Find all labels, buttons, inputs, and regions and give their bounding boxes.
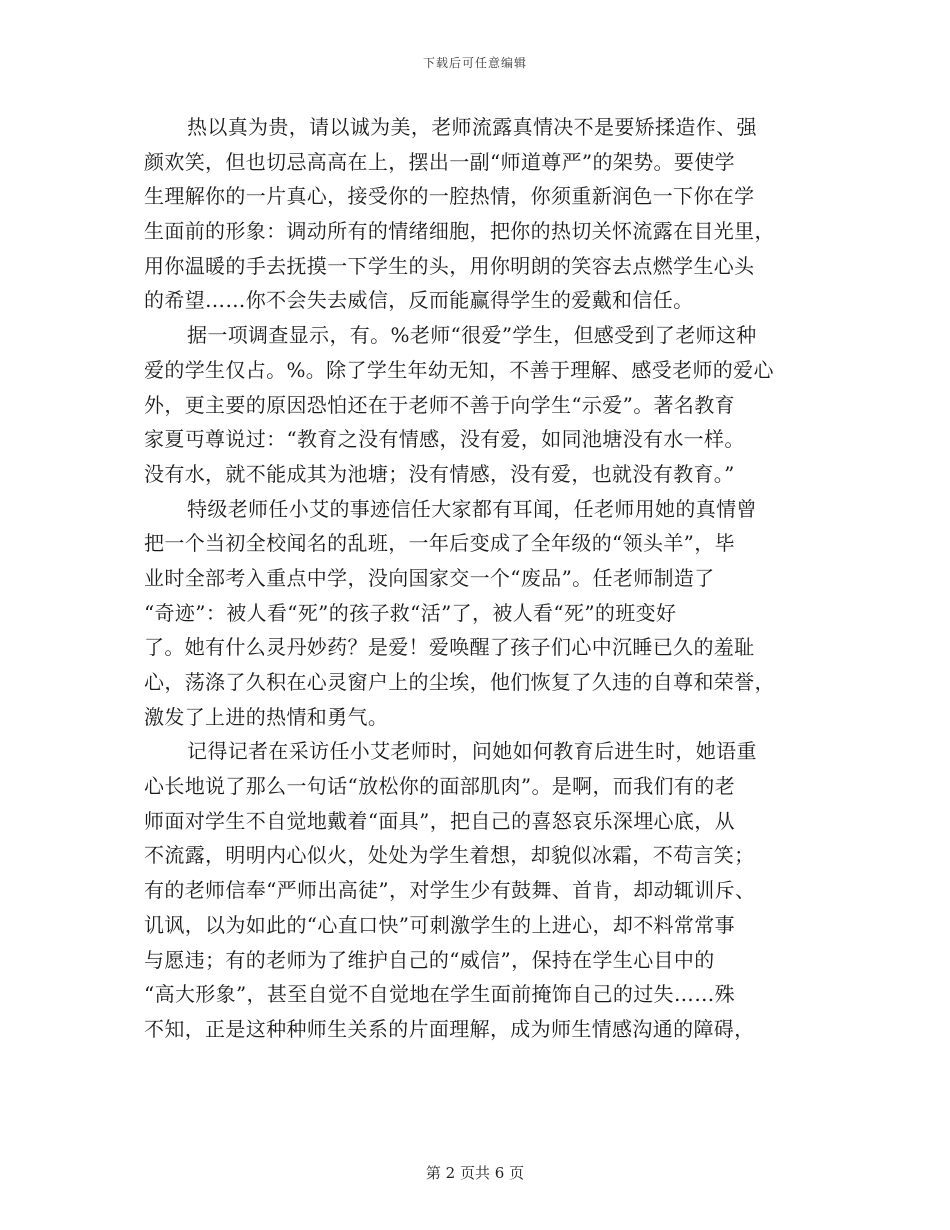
- text-line: 生面前的形象：调动所有的情绪细胞，把你的热切关怀流露在目光里，: [144, 219, 775, 244]
- text-line: 的希望……你不会失去威信，反而能赢得学生的爱戴和信任。: [144, 288, 694, 313]
- text-line: 心，荡涤了久积在心灵窗户上的尘埃，他们恢复了久违的自尊和荣誉，: [144, 670, 775, 694]
- text-line: 把一个当初全校闻名的乱班，一年后变成了全年级的“领头羊”，毕: [144, 531, 735, 556]
- text-line: 家夏丏尊说过：“教育之没有情感，没有爱，如同池塘没有水一样。: [144, 427, 745, 452]
- text-line: “高大形象”，甚至自觉不自觉地在学生面前掩饰自己的过失……殊: [144, 982, 735, 1007]
- text-line: 没有水，就不能成其为池塘；没有情感，没有爱，也就没有教育。”: [144, 461, 735, 486]
- text-line: 讥讽，以为如此的“心直口快”可刺激学生的上进心，却不料常常事: [144, 912, 735, 937]
- text-line: 激发了上进的热情和勇气。: [144, 704, 389, 729]
- page-number: 第 2 页共 6 页: [425, 1164, 525, 1182]
- document-body: [144, 110, 808, 1047]
- text-line: 热以真为贵，请以诚为美，老师流露真情决不是要矫揉造作、强: [187, 115, 757, 139]
- page-header: 下载后可任意编辑: [422, 56, 527, 70]
- text-line: 不知，正是这种种师生关系的片面理解，成为师生情感沟通的障碍，: [144, 1016, 755, 1041]
- text-line: 记得记者在采访任小艾老师时，问她如何教育后进生时，她语重: [187, 739, 757, 764]
- text-line: 用你温暖的手去抚摸一下学生的头，用你明朗的笑容去点燃学生心头: [144, 253, 755, 278]
- text-line: 据一项调查显示，有。%老师“很爱”学生，但感受到了老师这种: [187, 323, 757, 348]
- text-line: 颜欢笑，但也切忌高高在上，摆出一副“师道尊严”的架势。要使学: [144, 149, 735, 174]
- text-line: 了。她有什么灵丹妙药？是爱！爱唤醒了孩子们心中沉睡已久的羞耻: [144, 635, 755, 660]
- text-line: 外，更主要的原因恐怕还在于老师不善于向学生“示爱”。著名教育: [144, 392, 735, 417]
- text-line: 特级老师任小艾的事迹信任大家都有耳闻，任老师用她的真情曾: [187, 496, 757, 521]
- text-line: 与愿违；有的老师为了维护自己的“威信”，保持在学生心目中的: [144, 947, 715, 972]
- text-line: 业时全部考入重点中学，没向国家交一个“废品”。任老师制造了: [144, 565, 715, 590]
- text-line: 师面对学生不自觉地戴着“面具”，把自己的喜怒哀乐深埋心底，从: [144, 808, 735, 833]
- text-line: 爱的学生仅占。%。除了学生年幼无知，不善于理解、感受老师的爱心: [144, 357, 774, 382]
- text-line: 心长地说了那么一句话“放松你的面部肌肉”。是啊，而我们有的老: [144, 774, 735, 799]
- text-line: 有的老师信奉“严师出高徒”，对学生少有鼓舞、首肯，却动辄训斥、: [144, 878, 756, 903]
- text-line: “奇迹”：被人看“死”的孩子救“活”了，被人看“死”的班变好: [144, 600, 677, 625]
- text-line: 生理解你的一片真心，接受你的一腔热情，你须重新润色一下你在学: [144, 184, 755, 209]
- text-line: 不流露，明明内心似火，处处为学生着想，却貌似冰霜，不苟言笑；: [144, 843, 755, 868]
